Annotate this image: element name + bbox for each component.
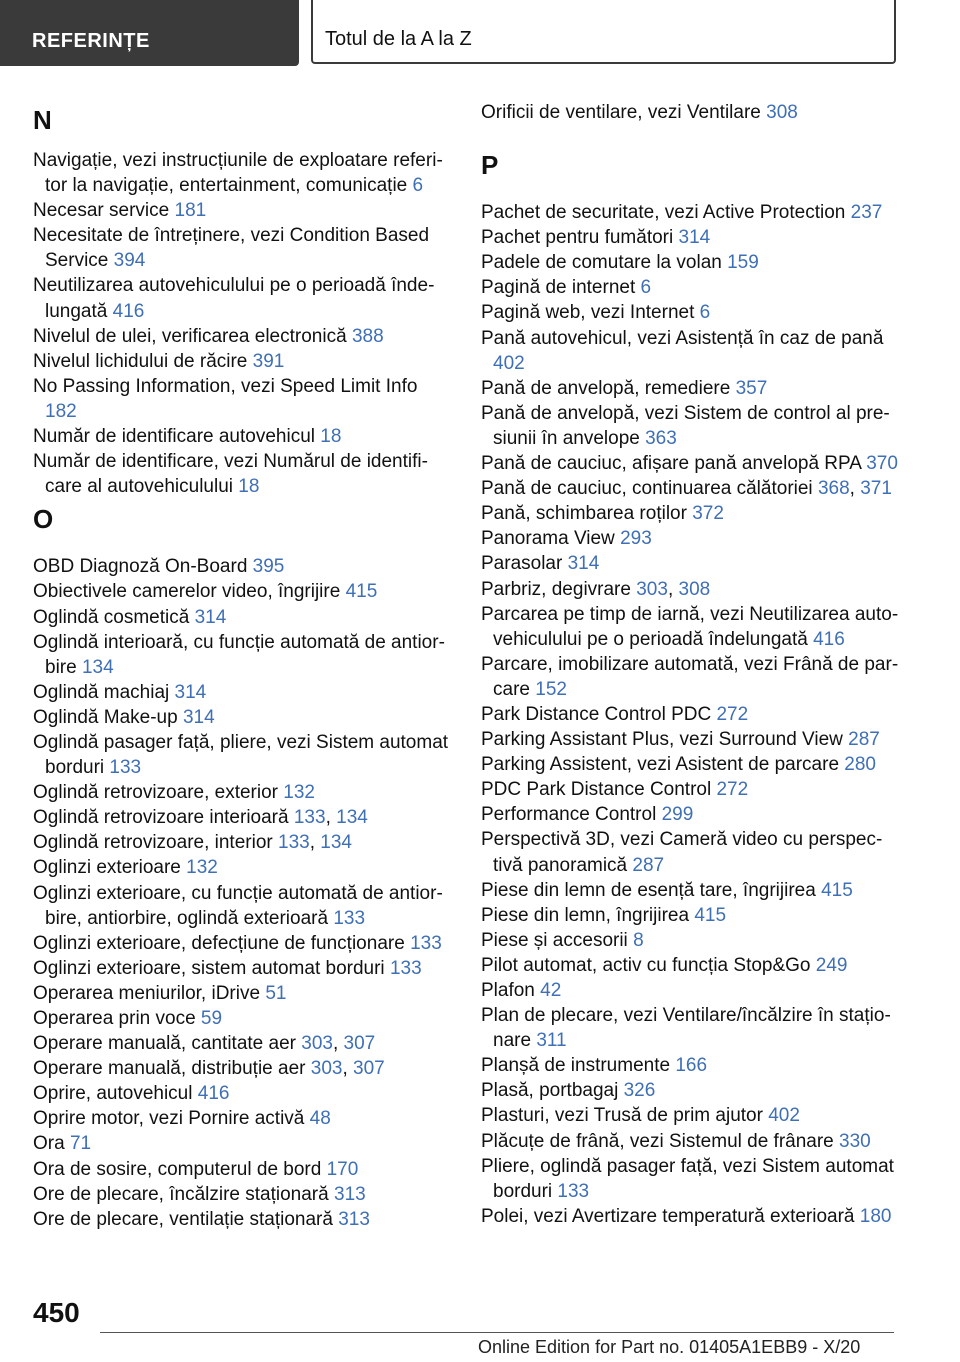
index-entry-text: Panorama View <box>481 528 621 550</box>
page-reference-link[interactable]: 71 <box>69 1133 92 1155</box>
page-reference-link[interactable]: 314 <box>174 681 207 703</box>
index-entry <box>33 273 453 323</box>
index-entry <box>33 1106 453 1131</box>
index-entry <box>33 1006 453 1031</box>
index-entry <box>33 630 453 680</box>
page-reference-link[interactable]: 415 <box>345 581 378 603</box>
index-entry <box>33 449 453 499</box>
index-entry-text: Pagină de internet <box>481 277 641 299</box>
page-reference-link[interactable]: 314 <box>194 606 227 628</box>
index-entry <box>481 551 901 576</box>
page-reference-link[interactable]: 388 <box>351 325 384 347</box>
index-entry <box>33 780 453 805</box>
index-entry-text: OBD Diagnoză On-Board <box>33 556 253 578</box>
page-reference-link[interactable]: 18 <box>320 426 342 448</box>
page-reference-link[interactable]: 18 <box>238 476 260 498</box>
index-entry <box>481 401 901 451</box>
page-reference-link[interactable]: 314 <box>567 553 600 575</box>
index-entry <box>33 705 453 730</box>
index-entry <box>33 579 453 604</box>
page-reference-link[interactable]: 159 <box>727 252 759 274</box>
page-reference-link[interactable]: 314 <box>678 227 711 249</box>
index-entry-text: Parbriz, degivrare <box>481 578 637 600</box>
index-entry-text: Pană autovehicul, vezi Asistență în caz de pană <box>481 327 884 349</box>
page-reference-link[interactable]: 152 <box>535 678 567 700</box>
index-entry <box>481 1103 901 1128</box>
index-entry <box>33 374 453 424</box>
index-entry-text: Număr de identificare, vezi Numărul de identificare al autovehiculului <box>33 451 428 498</box>
index-entry-text: Pană de anvelopă, remediere <box>481 377 736 399</box>
index-entry <box>481 1129 901 1154</box>
page-reference-link[interactable]: 313 <box>338 1208 370 1230</box>
page-reference-link[interactable]: 6 <box>412 175 424 197</box>
page-reference-link[interactable]: 133 <box>557 1180 590 1202</box>
page-reference-link[interactable]: 330 <box>839 1130 871 1152</box>
page-reference-link[interactable]: 134 <box>81 656 114 678</box>
index-entry <box>33 1081 453 1106</box>
index-entry-text: Oglindă Make-up <box>33 706 183 728</box>
page-reference-link[interactable]: 133 <box>333 907 366 929</box>
index-entry <box>481 602 901 652</box>
index-entry <box>33 931 453 956</box>
index-entry-text: Pachet de securitate, vezi Active Protection <box>481 202 851 224</box>
index-entry: Pană de cauciuc, continuarea călătoriei 368, 371 <box>481 478 892 500</box>
footer-edition: Online Edition for Part no. 01405A1EBB9 - X/20 <box>478 1337 861 1357</box>
index-entry <box>481 225 901 250</box>
page-number: 450 <box>33 1297 80 1328</box>
index-entry-text: PDC Park Distance Control <box>481 779 717 801</box>
index-entry-text: Pană, schimbarea roților <box>481 503 693 525</box>
index-entry-text: Nivelul lichidului de răcire <box>33 350 253 372</box>
index-entry: Operare manuală, cantitate aer 303, 307 <box>33 1033 376 1055</box>
index-entry-text: Plasturi, vezi Trusă de prim ajutor <box>481 1105 769 1127</box>
page-reference-link[interactable]: 394 <box>113 250 146 272</box>
page-reference-link[interactable]: 311 <box>536 1030 567 1052</box>
index-entry-text: Oglindă cosmetică <box>33 606 195 628</box>
index-entry-text: Ora de sosire, computerul de bord <box>33 1158 327 1180</box>
page-reference-link[interactable]: 8 <box>633 929 644 951</box>
section-tab <box>0 0 299 66</box>
index-entry <box>481 326 901 376</box>
index-entry-text: Oglinzi exterioare, sistem automat borduri <box>33 957 390 979</box>
index-entry <box>481 501 901 526</box>
index-entry <box>481 1204 901 1229</box>
index-entry <box>481 1078 901 1103</box>
index-entry-text: Padele de comutare la volan <box>481 252 728 274</box>
page-reference-link[interactable]: 134 <box>320 832 352 854</box>
index-entry-text: Nivelul de ulei, verificarea electronică <box>33 325 352 347</box>
page-reference-link[interactable]: 181 <box>174 200 207 222</box>
index-entry-text: Oglinzi exterioare, cu funcție automată de antiorbire, antiorbire, oglindă exterioară <box>33 882 443 929</box>
page-reference-link[interactable]: 59 <box>200 1008 223 1029</box>
index-entry-text: Piese și accesorii <box>481 929 634 951</box>
index-entry <box>33 1207 453 1232</box>
index-entry <box>33 198 453 223</box>
page-reference-link[interactable]: 372 <box>692 503 724 525</box>
page-reference-link[interactable]: 6 <box>699 302 711 324</box>
index-entry <box>481 652 901 702</box>
index-entry <box>481 526 901 551</box>
page-reference-link[interactable]: 299 <box>661 804 694 826</box>
index-entry <box>481 928 901 953</box>
index-entry-text: Planșă de instrumente <box>481 1055 676 1077</box>
index-entry <box>33 1157 453 1182</box>
index-entry-text: Polei, vezi Avertizare temperatură exterioară <box>481 1205 860 1227</box>
page-reference-link[interactable]: 237 <box>850 202 883 224</box>
page-reference-link[interactable]: 416 <box>197 1083 230 1105</box>
index-entry: Oglindă retrovizoare, interior 133, 134 <box>33 832 352 854</box>
index-entry <box>481 727 901 752</box>
page-reference-link[interactable]: 402 <box>493 352 525 374</box>
page-reference-link[interactable]: 368 <box>817 478 850 500</box>
index-entry-text: Parcare, imobilizare automată, vezi Frână de parcare <box>481 653 899 700</box>
page-reference-link[interactable]: 287 <box>632 854 665 876</box>
topic-tab <box>311 0 896 64</box>
page-reference-link[interactable]: 395 <box>252 556 285 578</box>
index-entry <box>481 903 901 928</box>
index-entry-text: Piese din lemn de esență tare, îngrijirea <box>481 879 822 901</box>
page-reference-link[interactable]: 132 <box>283 782 315 804</box>
index-entry <box>33 349 453 374</box>
page-reference-link[interactable]: 133 <box>278 832 310 854</box>
page-reference-link[interactable]: 313 <box>334 1183 366 1205</box>
index-entry-text: Oglindă machiaj <box>33 681 175 703</box>
page-reference-link[interactable]: 416 <box>112 300 145 322</box>
index-entry <box>33 680 453 705</box>
index-entry-text: Pagină web, vezi Internet <box>481 302 700 324</box>
index-entry-text: Parking Assistent, vezi Asistent de parcare <box>481 754 845 776</box>
index-entry-text: Performance Control <box>481 804 662 826</box>
index-entry-text: Oglindă pasager față, pliere, vezi Sistem automat borduri <box>33 731 449 779</box>
page-reference-link[interactable]: 303 <box>636 578 668 600</box>
page-reference-link[interactable]: 307 <box>343 1033 376 1055</box>
index-entry <box>33 424 453 449</box>
page-reference-link[interactable]: 415 <box>821 879 853 901</box>
index-entry-text: Pilot automat, activ cu funcția Stop&Go <box>481 954 816 976</box>
page-reference-link[interactable]: 391 <box>252 350 285 372</box>
index-entry: Oglindă retrovizoare interioară 133, 134 <box>33 807 368 829</box>
index-entry <box>481 978 901 1003</box>
index-entry <box>481 1003 901 1053</box>
index-entry-text: No Passing Information, vezi Speed Limit Info <box>33 375 418 397</box>
page-reference-link[interactable]: 293 <box>620 528 652 550</box>
index-entry-text: Parcarea pe timp de iarnă, vezi Neutilizarea autovehiculului pe o perioadă îndelungată <box>481 603 899 650</box>
section-title: REFERINȚE <box>32 30 150 52</box>
index-entry <box>481 827 901 877</box>
index-entry-text: Oglindă retrovizoare, exterior <box>33 782 284 804</box>
index-entry-text: Pliere, oglindă pasager față, vezi Sistem automat borduri <box>481 1155 894 1202</box>
index-entry-text: Oprire motor, vezi Pornire activă <box>33 1108 310 1130</box>
index-entry-text: Plăcuțe de frână, vezi Sistemul de frânare <box>481 1130 840 1152</box>
index-entry-text: Ora <box>33 1133 70 1155</box>
index-entry <box>481 451 901 476</box>
index-entry <box>33 324 453 349</box>
footer-rule <box>100 1332 894 1333</box>
index-entry-text: Pană de anvelopă, vezi Sistem de control al presiunii în anvelope <box>481 402 890 449</box>
index-entry <box>33 223 453 273</box>
page-reference-link[interactable]: 363 <box>645 427 677 449</box>
index-entry <box>481 300 901 325</box>
section-gap <box>481 125 901 145</box>
page-reference-link[interactable]: 357 <box>735 377 768 399</box>
index-entry <box>481 275 901 300</box>
index-column-left <box>33 100 453 1232</box>
page-reference-link[interactable]: 370 <box>866 453 898 475</box>
page-reference-link[interactable]: 371 <box>860 478 892 500</box>
index-entry-text: Necesitate de întreținere, vezi Condition Based Service <box>33 225 430 272</box>
page-reference-link[interactable]: 402 <box>768 1105 800 1127</box>
index-entry-text: Plan de plecare, vezi Ventilare/încălzire în staționare <box>481 1005 891 1052</box>
index-entry-text: Ore de plecare, încălzire staționară <box>33 1183 334 1205</box>
topic-title: Totul de la A la Z <box>325 28 472 50</box>
index-letter-heading: N <box>33 105 52 135</box>
page-reference-link[interactable]: 287 <box>848 729 880 751</box>
index-entry-text: Orificii de ventilare, vezi Ventilare <box>481 102 767 123</box>
index-entry <box>33 881 453 931</box>
page-reference-link[interactable]: 308 <box>678 578 711 600</box>
page-reference-link[interactable]: 303 <box>301 1033 333 1055</box>
index-entry-text: Plafon <box>481 980 541 1001</box>
index-entry <box>481 953 901 978</box>
index-entry: Parbriz, degivrare 303, 308 <box>481 578 711 600</box>
index-entry <box>33 148 453 198</box>
index-entry: Operare manuală, distribuție aer 303, 307 <box>33 1058 385 1080</box>
page-reference-link[interactable]: 134 <box>336 807 368 829</box>
index-entry-text: Park Distance Control PDC <box>481 703 717 725</box>
page-reference-link[interactable]: 48 <box>309 1108 331 1130</box>
page-reference-link[interactable]: 314 <box>182 706 215 728</box>
index-entry-text: Neutilizarea autovehiculului pe o perioadă îndelungată <box>33 275 435 322</box>
index-entry <box>33 1131 453 1156</box>
index-entry-text: Parasolar <box>481 553 568 575</box>
index-entry-text: Pană de cauciuc, afișare pană anvelopă RPA <box>481 453 867 475</box>
index-entry <box>33 554 453 579</box>
index-entry-text: Oglindă retrovizoare interioară <box>33 807 294 829</box>
index-entry-text: Necesar service <box>33 200 175 222</box>
page-reference-link[interactable]: 132 <box>186 857 218 879</box>
index-entry-text: Oglindă interioară, cu funcție automată de antiorbire <box>33 631 445 678</box>
index-entry-text: Pachet pentru fumători <box>481 227 679 249</box>
index-entry-text: Pană de cauciuc, continuarea călătoriei <box>481 478 818 500</box>
index-entry <box>33 981 453 1006</box>
index-entry <box>481 878 901 903</box>
index-entry <box>481 752 901 777</box>
page-reference-link[interactable]: 280 <box>844 754 876 776</box>
page-reference-link[interactable]: 416 <box>813 628 845 650</box>
page-reference-link[interactable]: 180 <box>859 1205 892 1227</box>
index-entry-text: Plasă, portbagaj <box>481 1080 624 1102</box>
index-entry-text: Operare manuală, distribuție aer <box>33 1058 311 1080</box>
page-reference-link[interactable]: 166 <box>675 1055 708 1077</box>
page-reference-link[interactable]: 415 <box>694 904 727 926</box>
index-entry <box>481 100 901 125</box>
page-reference-link[interactable]: 326 <box>623 1080 656 1102</box>
page-reference-link[interactable]: 272 <box>716 779 749 801</box>
page-reference-link[interactable]: 170 <box>326 1158 359 1180</box>
index-entry-text: Ore de plecare, ventilație staționară <box>33 1208 339 1230</box>
index-entry <box>33 605 453 630</box>
index-entry-text: Oglinzi exterioare, defecțiune de funcționare <box>33 932 411 954</box>
index-entry-text: Operarea prin voce <box>33 1008 201 1029</box>
index-letter-heading: P <box>481 150 499 181</box>
index-entry-text: Perspectivă 3D, vezi Cameră video cu perspectivă panoramică <box>481 829 883 876</box>
page-reference-link[interactable]: 272 <box>716 703 749 725</box>
index-entry-text: Operare manuală, cantitate aer <box>33 1033 302 1055</box>
page-reference-link[interactable]: 133 <box>410 932 442 954</box>
page-reference-link[interactable]: 42 <box>540 980 562 1001</box>
page-reference-link[interactable]: 307 <box>353 1058 385 1080</box>
page-reference-link[interactable]: 308 <box>766 102 798 123</box>
page-reference-link[interactable]: 6 <box>640 277 652 299</box>
index-letter-heading: O <box>33 504 54 535</box>
index-entry <box>481 1154 901 1204</box>
page-reference-link[interactable]: 133 <box>389 957 422 979</box>
index-entry-text: Oglinzi exterioare <box>33 857 187 879</box>
page-reference-link[interactable]: 133 <box>293 807 326 829</box>
index-entry <box>481 200 901 225</box>
index-entry-text: Oglindă retrovizoare, interior <box>33 832 278 854</box>
page-reference-link[interactable]: 249 <box>815 954 848 976</box>
page-reference-link[interactable]: 303 <box>310 1058 343 1080</box>
index-entry <box>481 702 901 727</box>
index-entry-text: Oprire, autovehicul <box>33 1083 198 1105</box>
index-entry-text: Parking Assistant Plus, vezi Surround View <box>481 729 849 751</box>
index-entry <box>481 802 901 827</box>
page-reference-link[interactable]: 182 <box>45 400 77 422</box>
index-entry-text: Navigație, vezi instrucțiunile de exploatare referitor la navigație, entertainment, comunicație <box>33 150 443 197</box>
page-reference-link[interactable]: 133 <box>109 757 142 779</box>
index-entry <box>481 250 901 275</box>
index-entry <box>33 1182 453 1207</box>
index-entry-text: Număr de identificare autovehicul <box>33 426 321 448</box>
index-entry <box>481 376 901 401</box>
index-entry <box>481 777 901 802</box>
index-entry-text: Obiectivele camerelor video, îngrijire <box>33 581 346 603</box>
index-entry <box>33 956 453 981</box>
index-entry <box>33 730 453 780</box>
index-entry-text: Piese din lemn, îngrijirea <box>481 904 695 926</box>
index-column-right <box>481 100 901 1229</box>
index-entry <box>481 1053 901 1078</box>
page-reference-link[interactable]: 51 <box>265 982 287 1004</box>
index-entry <box>33 855 453 880</box>
index-entry-text: Operarea meniurilor, iDrive <box>33 982 266 1004</box>
